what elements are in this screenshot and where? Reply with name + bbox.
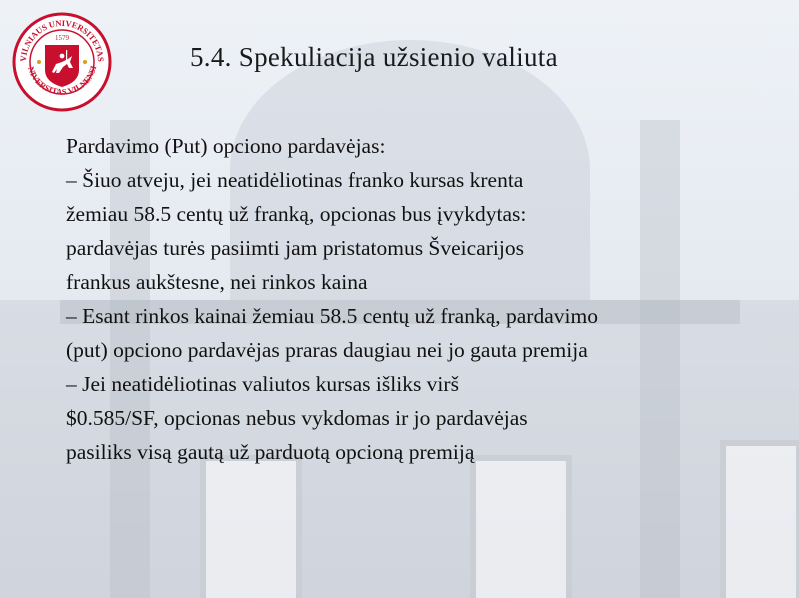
body-text [66, 129, 786, 469]
text-line: pasiliks visą gautą už parduotą opcioną premiją [66, 440, 475, 464]
university-crest-icon [12, 12, 112, 112]
text-line: (put) opciono pardavėjas praras daugiau nei jo gauta premija [66, 338, 588, 362]
text-line: – Jei neatidėliotinas valiutos kursas išliks virš [66, 372, 459, 396]
text-line: Pardavimo (Put) opciono pardavėjas: [66, 134, 386, 158]
svg-text:VNIVERSITAS VILNENSIS: NIVERSITAS VILNENSI [25, 64, 99, 97]
text-line: žemiau 58.5 centų už franką, opcionas bus įvykdytas: [66, 202, 527, 226]
text-line: $0.585/SF, opcionas nebus vykdomas ir jo pardavėjas [66, 406, 528, 430]
logo-year: 1579 [55, 34, 69, 42]
text-line: pardavėjas turės pasiimti jam pristatomus Šveicarijos [66, 236, 524, 260]
text-line: – Šiuo atveju, jei neatidėliotinas franko kursas krenta [66, 168, 524, 192]
text-line: frankus aukštesne, nei rinkos kaina [66, 270, 368, 294]
text-line: – Esant rinkos kainai žemiau 58.5 centų už franką, pardavimo [66, 304, 598, 328]
page-title: 5.4. Spekuliacija užsienio valiuta [190, 42, 558, 72]
svg-text:VILNIAUS UNIVERSITETAS: VILNIAUS UNIVERSITETAS [17, 17, 107, 63]
